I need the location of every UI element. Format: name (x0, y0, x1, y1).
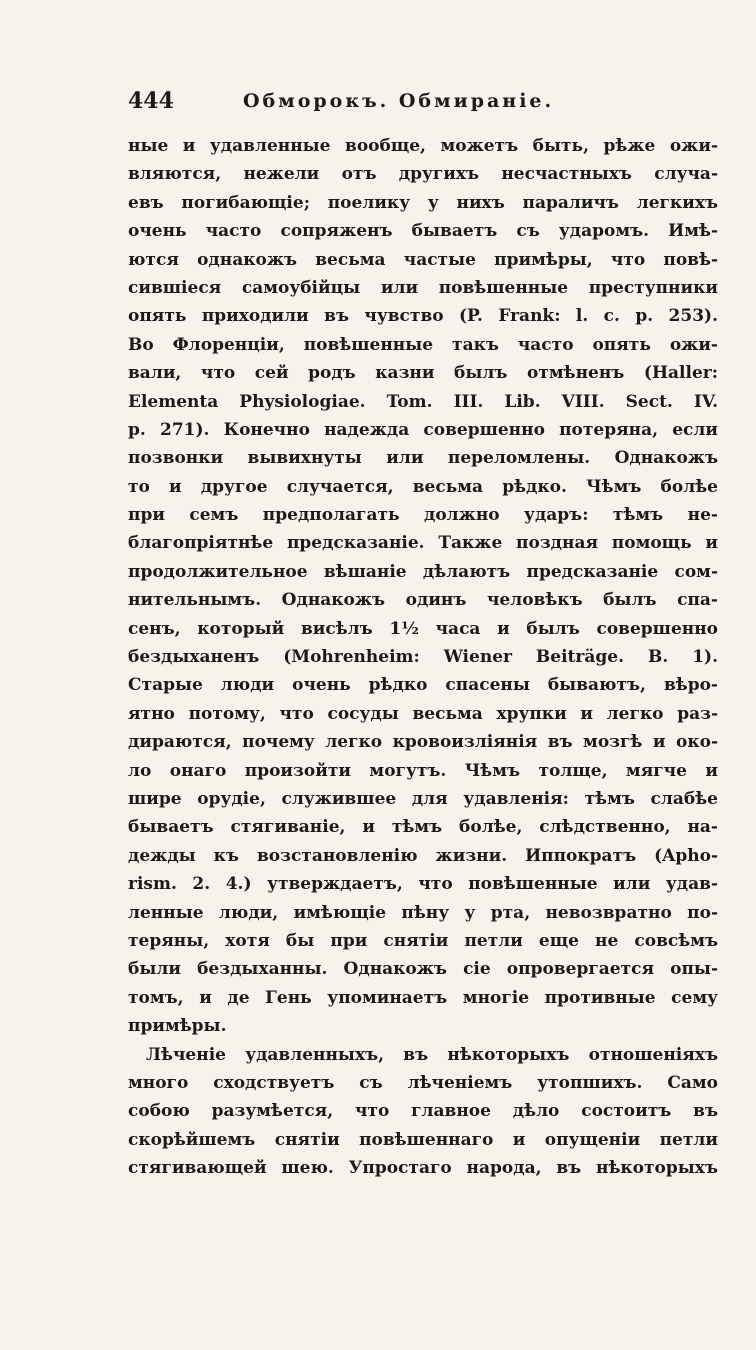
text-line: теряны, хотя бы при снятіи петли еще не совсѣмъ (128, 930, 718, 951)
text-line: благопріятнѣе предсказаніе. Также поздная помощь и (128, 533, 718, 554)
text-line: ные и удавленные вообще, можетъ быть, рѣже ожи- (128, 136, 718, 156)
text-line: много сходствуетъ съ лѣченіемъ утопшихъ. Само (128, 1072, 718, 1093)
text-line: ло онаго произойти могутъ. Чѣмъ толще, мягче и (128, 760, 718, 781)
page-number: 444 (128, 88, 174, 114)
text-line: p. 271). Конечно надежда совершенно потеряна, если (128, 419, 718, 440)
text-line: сенъ, который висѣлъ 1½ часа и былъ совершенно (128, 618, 718, 639)
text-line: rism. 2. 4.) утверждаетъ, что повѣшенные или удав- (128, 874, 718, 895)
text-line: Старые люди очень рѣдко спасены бываютъ, вѣро- (128, 675, 718, 696)
text-line: при семъ предполагать должно ударъ: тѣмъ не- (128, 505, 718, 526)
text-line: стягивающей шею. Упростаго народа, въ нѣкоторыхъ (128, 1158, 718, 1179)
text-line: позвонки вывихнуты или переломлены. Однакожъ (128, 448, 718, 469)
text-line: томъ, и де Гень упоминаетъ многіе противные сему (128, 987, 718, 1008)
running-title: Обморокъ. Обмираніе. (243, 90, 555, 112)
text-line: Во Флоренціи, повѣшенные такъ часто опять ожи- (128, 334, 718, 355)
text-line: бездыханенъ (Mohrenheim: Wiener Beiträge. B. 1). (128, 647, 718, 668)
text-line: ятно потому, что сосуды весьма хрупки и легко раз- (128, 703, 718, 724)
text-line: были бездыханны. Однакожъ сіе опровергается опы- (128, 959, 718, 980)
text-line: ются однакожъ весьма частые примѣры, что повѣ- (128, 249, 718, 270)
text-line: продолжительное вѣшаніе дѣлаютъ предсказаніе сом- (128, 561, 718, 582)
text-line: нительнымъ. Однакожъ одинъ человѣкъ былъ спа- (128, 590, 718, 611)
text-line: опять приходили въ чувство (P. Frank: l. c. p. 253). (128, 306, 718, 327)
text-line: шире орудіе, служившее для удавленія: тѣмъ слабѣе (128, 788, 718, 809)
text-line: бываетъ стягиваніе, и тѣмъ болѣе, слѣдственно, на- (128, 817, 718, 838)
text-line: ленные люди, имѣющіе пѣну у рта, невозвратно по- (128, 902, 718, 923)
text-line: дежды къ возстановленію жизни. Иппократъ (Apho- (128, 845, 718, 866)
text-line: дираются, почему легко кровоизліянія въ мозгѣ и око- (128, 732, 718, 753)
page-body (128, 132, 718, 1182)
text-line: то и другое случается, весьма рѣдко. Чѣмъ болѣе (128, 476, 718, 497)
text-line: Elementa Physiologiae. Tom. III. Lib. VIII. Sect. IV. (128, 391, 718, 412)
text-line: вляются, нежели отъ другихъ несчастныхъ случа- (128, 164, 718, 185)
text-line: скорѣйшемъ снятіи повѣшеннаго и опущеніи петли (128, 1129, 718, 1150)
text-line: Лѣченіе удавленныхъ, въ нѣкоторыхъ отношеніяхъ (146, 1044, 718, 1065)
text-line: сившіеся самоубійцы или повѣшенные преступники (128, 277, 718, 298)
text-line: очень часто сопряженъ бываетъ съ ударомъ. Имѣ- (128, 221, 718, 242)
text-line: примѣры. (128, 1016, 227, 1037)
text-line: вали, что сей родъ казни былъ отмѣненъ (Haller: (128, 363, 718, 384)
text-line: собою разумѣется, что главное дѣло состоитъ въ (128, 1101, 718, 1122)
text-line: евъ погибающіе; поелику у нихъ параличъ легкихъ (128, 192, 718, 213)
